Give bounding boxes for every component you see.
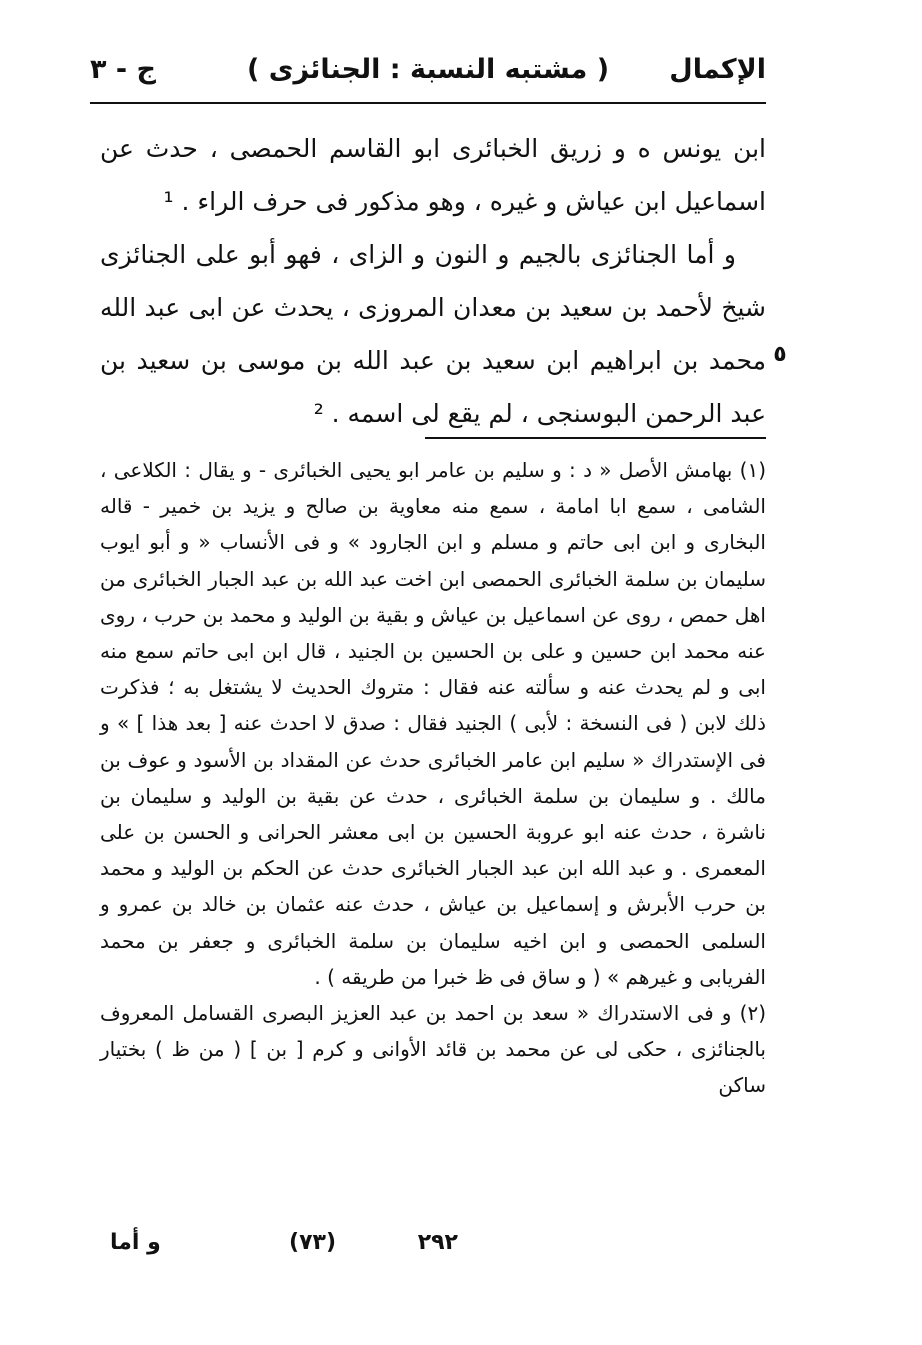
page-number: ٢٩٢ <box>417 1230 458 1255</box>
header-rule <box>90 102 766 104</box>
footnotes <box>100 452 766 1104</box>
running-header <box>90 50 766 94</box>
page-footer <box>90 1226 766 1266</box>
volume-number: ج - ٣ <box>90 54 156 85</box>
line-number: ٥ <box>773 342 787 367</box>
catchword: و أما <box>110 1230 161 1255</box>
book-title: الإكمال <box>669 54 766 85</box>
section-number: (٧٣) <box>289 1230 336 1255</box>
section-title: ( مشتبه النسبة : الجنائزى ) <box>246 54 610 85</box>
footnote-separator <box>425 437 766 439</box>
footnote-1: (١) بهامش الأصل « د : و سليم بن عامر ابو يحيى الخبائرى - و يقال : الكلاعى ، الشامى ، سمع ابا امامة ، سمع منه معاوية بن صالح و يزيد بن خمير - قاله البخارى و ابن ابى حاتم و مسلم و ابن الجارود » و فى الأنساب « و أبو ايوب سليمان بن سلمة الخبائرى الحمصى ابن اخت عبد الله بن عبد الجبار الخبائرى من اهل حمص ، روى عن اسماعيل بن عياش و بقية بن الوليد و محمد بن حرب ، روى عنه محمد ابن حسين و على بن الحسين بن الجنيد ، قال ابن ابى حاتم سمع منه ابى و لم يحدث عنه و سألته عنه فقال : متروك الحديث لا يشتغل به ؛ فذكرت ذلك لابن ( فى النسخة : لأبى ) الجنيد فقال : صدق لا احدث عنه [ بعد هذا ] » و فى الإستدراك « سليم ابن عامر الخبائرى حدث عن المقداد بن الأسود و عوف بن مالك . و سليمان بن سلمة الخبائرى ، حدث عن بقية بن الوليد و سليمان بن ناشرة ، حدث عنه ابو عروبة الحسين بن ابى معشر الحرانى و الحسن بن على المعمرى . و عبد الله ابن عبد الجبار الخبائرى حدث عن الحكم بن الوليد و محمد بن حرب الأبرش و إسماعيل بن عياش ، حدث عنه عثمان بن خالد بن عمرو و السلمى الحمصى و ابن اخيه سليمان بن سلمة الخبائرى و جعفر بن محمد الفريابى و غيرهم » ( و ساق فى ظ خبرا من طريقه ) . <box>100 458 766 989</box>
main-paragraph-2: و أما الجنائزى بالجيم و النون و الزاى ، فهو أبو على الجنائزى شيخ لأحمد بن سعيد بن معدان المروزى ، يحدث عن ابى عبد الله محمد بن ابراهيم ابن سعيد بن عبد الله بن موسى بن سعيد بن عبد الرحمن البوسنجى ، لم يقع لى اسمه . ² <box>100 240 766 428</box>
footnote-2: (٢) و فى الاستدراك « سعد بن احمد بن عبد العزيز البصرى القسامل المعروف بالجنائزى ، حكى لى عن محمد بن قائد الأوانى و كرم [ بن ] ( من ظ ) بختيار ساكن <box>100 1001 766 1098</box>
main-paragraph-1: ابن يونس ه و زريق الخبائرى ابو القاسم الحمصى ، حدث عن اسماعيل ابن عياش و غيره ، وهو مذكور فى حرف الراء . ¹ <box>100 134 766 216</box>
main-text <box>100 122 766 440</box>
